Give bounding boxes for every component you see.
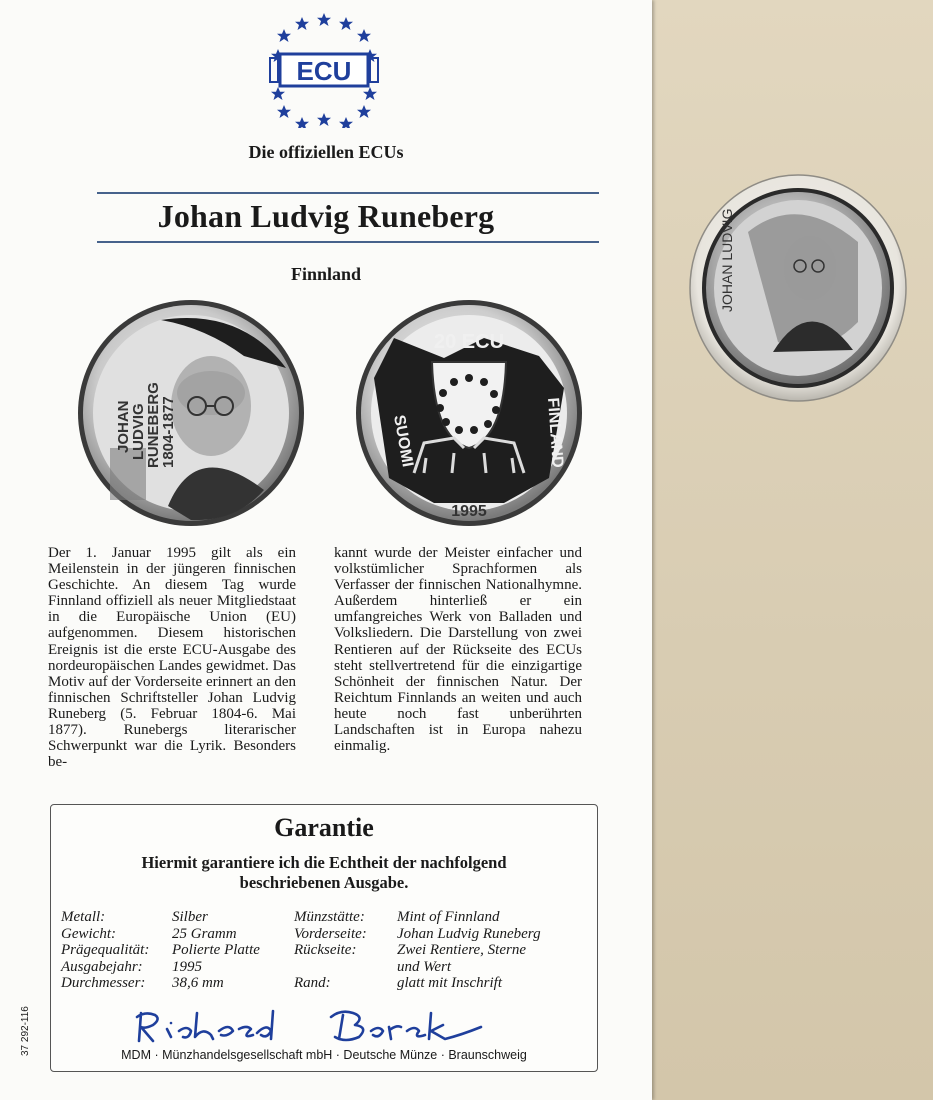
spec-left-values <box>172 909 260 992</box>
spec-right-labels <box>294 909 367 992</box>
reverse-right-text: FINLAND <box>544 397 566 469</box>
spec-label: Münzstätte: <box>294 909 365 925</box>
page-title: Johan Ludvig Runeberg <box>157 198 495 234</box>
encapsulated-coin-image <box>688 172 908 404</box>
reverse-denomination: 20 ECU <box>433 331 505 353</box>
spec-label: Metall: <box>61 909 106 925</box>
spec-label <box>294 959 367 976</box>
spec-label: Rand: <box>294 975 331 991</box>
spec-value: und Wert <box>397 958 452 975</box>
spec-right-values <box>397 909 541 992</box>
spec-value: glatt mit Inschrift <box>397 975 502 991</box>
spec-label: Rückseite: <box>294 942 357 958</box>
spec-value: 38,6 mm <box>172 975 224 991</box>
subtitle: Die offiziellen ECUs <box>248 142 404 162</box>
ecu-logo <box>256 8 392 128</box>
spec-value: Silber <box>172 909 208 925</box>
ecu-logo-text: ECU <box>296 56 352 86</box>
guarantee-intro-line2: beschriebenen Ausgabe. <box>239 873 409 892</box>
rule-bottom <box>97 241 599 243</box>
capsule-coin-legend: JOHAN LUDVIG <box>719 208 735 312</box>
body-text-left: Der 1. Januar 1995 gilt als ein Meilenstein in der jüngeren finnischen Geschichte. An diesem Tag wurde Finnland offiziell als neuer Mitgliedstaat in die Europäische Union (EU) aufgenommen. Diesem historischen Ereignis ist die erste ECU-Ausgabe des nordeuropäischen Landes gewidmet. Das Motiv auf der Vorderseite erinnert an den finnischen Schriftsteller Johan Ludvig Runeberg (5. Februar 1804-6. Mai 1877). Runebergs literarischer Schwerpunkt war die Lyrik. Besonders be- <box>48 545 296 771</box>
spec-value: Mint of Finnland <box>397 909 500 925</box>
guarantee-intro <box>71 853 577 893</box>
spec-left-labels <box>61 909 149 992</box>
coin-obverse-image <box>76 298 306 528</box>
guarantee-box <box>50 804 598 1072</box>
signature-image <box>131 1005 521 1047</box>
body-text-right: kannt wurde der Meister einfacher und volkstümlicher Sprachformen als Verfasser der finnischen Nationalhymne. Außerdem hinterließ er ein umfangreiches Werk von Balladen und Volksliedern. Die Darstellung von zwei Rentieren auf der Rückseite des ECUs steht stellvertretend für die einzigartige Schönheit der finnischen Natur. Der Reichtum Finnlands an weiten und auch heute noch fast unberührten Landschaften ist in Europa nahezu einmalig. <box>334 545 582 755</box>
obverse-legend-line4: 1804-1877 <box>160 396 177 468</box>
spec-value: 1995 <box>172 958 202 975</box>
guarantee-intro-line1: Hiermit garantiere ich die Echtheit der nachfolgend <box>141 853 507 872</box>
obverse-legend-line2: LUDVIG <box>130 403 147 460</box>
obverse-legend-line1: JOHAN <box>115 400 132 453</box>
spec-label: Prägequalität: <box>61 942 150 958</box>
coin-reverse-image <box>354 298 584 528</box>
spec-label: Vorderseite: <box>294 925 367 942</box>
beige-card-background <box>652 0 933 1100</box>
obverse-legend-line3: RUNEBERG <box>145 382 162 468</box>
guarantee-footer: MDM · Münzhandelsgesellschaft mbH · Deutsche Münze · Braunschweig <box>121 1048 527 1062</box>
reverse-left-text: SUOMI <box>390 413 416 469</box>
catalog-code: 37 292-116 <box>20 1006 31 1056</box>
spec-label: Ausgabejahr: <box>61 958 143 975</box>
spec-value: 25 Gramm <box>172 925 237 942</box>
reverse-year: 1995 <box>451 503 487 520</box>
spec-label: Gewicht: <box>61 925 116 942</box>
rule-top <box>97 192 599 194</box>
country-label: Finnland <box>290 264 362 284</box>
guarantee-heading: Garantie <box>274 813 374 842</box>
spec-value: Polierte Platte <box>172 942 260 958</box>
spec-value: Zwei Rentiere, Sterne <box>397 942 526 958</box>
spec-label: Durchmesser: <box>61 975 146 991</box>
spec-value: Johan Ludvig Runeberg <box>397 925 541 942</box>
